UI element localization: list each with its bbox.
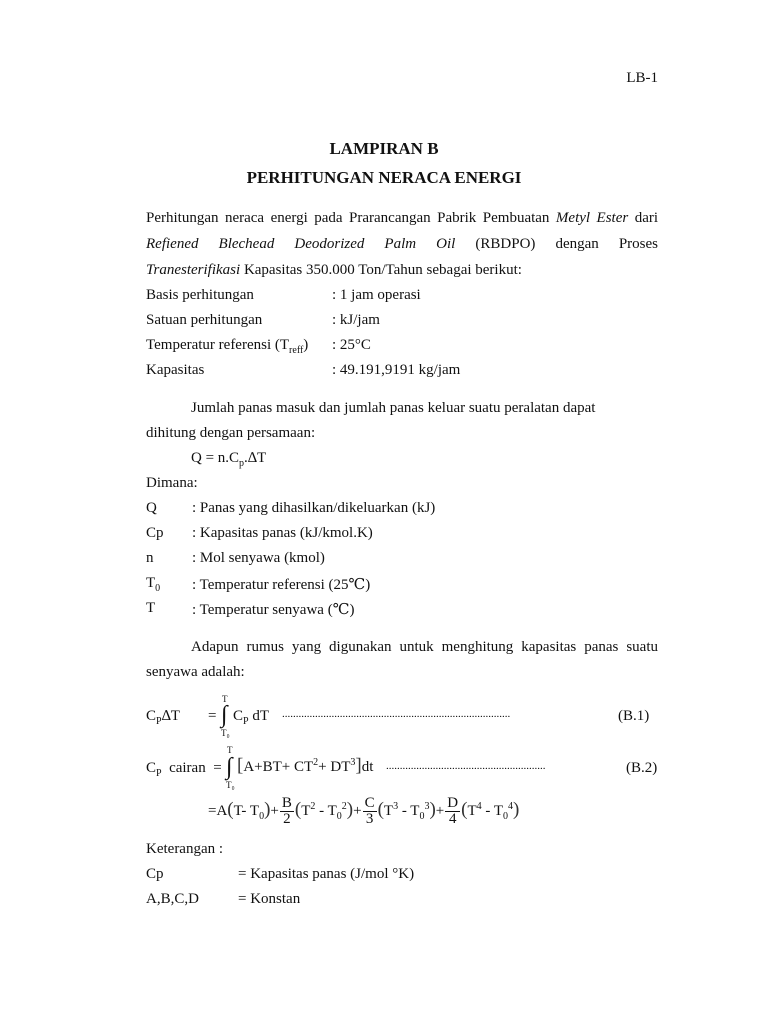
- legend-symbol: Cp: [146, 866, 164, 882]
- paragraph-line: dihitung dengan persamaan:: [146, 425, 316, 441]
- basis-value: : kJ/jam: [332, 312, 380, 328]
- equation-body: $C_P$ dT: [233, 708, 269, 727]
- paragraph-line: Jumlah panas masuk dan jumlah panas keluar suatu peralatan dapat: [191, 400, 596, 416]
- paragraph-line: Adapun rumus yang digunakan untuk menghitung kapasitas panas suatu: [191, 639, 658, 655]
- keterangan-label: Keterangan :: [146, 841, 224, 857]
- integral-lower-limit: T₀: [226, 780, 235, 790]
- integral-upper-limit: T: [222, 694, 228, 704]
- equation-tag: (B.1): [618, 708, 650, 724]
- paragraph-line: senyawa adalah:: [146, 664, 245, 680]
- definition-symbol: T: [146, 600, 156, 616]
- integral-sign: ∫: [226, 754, 233, 780]
- basis-value: : 49.191,9191 kg/jam: [332, 362, 461, 378]
- definition-text: : Temperatur referensi (25℃): [192, 577, 371, 593]
- legend-text: = Konstan: [238, 891, 301, 907]
- equation-tag: (B.2): [626, 760, 658, 776]
- basis-label: Temperatur referensi $(T_{reff})$: [146, 337, 309, 356]
- definition-symbol: $T_0$: [146, 575, 161, 594]
- integral-lower-limit: T₀: [221, 728, 230, 738]
- page-subtitle: PERHITUNGAN NERACA ENERGI: [246, 168, 522, 187]
- equation-expanded: =A(T- $T_0)+$ $\frac{B}{2}$ $(T^2 - T_0^2)+$ $\frac{C}{3}$ $(T^3 - T_0^3)+$ $\frac{D}{4}$ $(T^4 - T_0^4)$: [208, 795, 520, 827]
- intro-line-1: Perhitungan neraca energi pada Prarancangan Pabrik Pembuatan Metyl Ester dari: [146, 210, 659, 226]
- basis-label: Basis perhitungan: [146, 287, 254, 303]
- definition-text: : Kapasitas panas (kJ/kmol.K): [192, 525, 373, 541]
- leader-dots: ..........................................................: [386, 760, 546, 772]
- definition-symbol: Cp: [146, 525, 164, 541]
- equation-q: $Q = n.C_p.\Delta T$: [191, 450, 267, 469]
- legend-text: = Kapasitas panas (J/mol °K): [238, 866, 415, 882]
- definition-text: : Temperatur senyawa (℃): [192, 602, 355, 618]
- integral-sign: ∫: [221, 702, 228, 728]
- equation-body: $[A+BT+ CT^2+ DT^3]dt$: [237, 755, 374, 776]
- definition-text: : Panas yang dihasilkan/dikeluarkan (kJ): [192, 500, 436, 516]
- leader-dots: ...................................................................................: [282, 708, 511, 720]
- definition-text: : Mol senyawa (kmol): [192, 550, 325, 566]
- dimana-label: Dimana:: [146, 475, 198, 491]
- legend-symbol: A,B,C,D: [146, 891, 199, 907]
- definition-symbol: n: [146, 550, 154, 566]
- page-title: LAMPIRAN B: [329, 139, 439, 158]
- basis-value: : 1 jam operasi: [332, 287, 421, 303]
- page-number: LB-1: [626, 70, 658, 86]
- basis-label: Kapasitas: [146, 362, 205, 378]
- intro-line-3: Tranesterifikasi Kapasitas 350.000 Ton/Tahun sebagai berikut:: [146, 262, 522, 278]
- basis-value: : 25°C: [332, 337, 371, 353]
- equation-lhs: $C_P$ cairan =: [146, 760, 222, 779]
- basis-label: Satuan perhitungan: [146, 312, 263, 328]
- equals-sign: =: [208, 708, 217, 724]
- intro-line-2: Refiened Blechead Deodorized Palm Oil (RBDPO) dengan Proses: [146, 236, 658, 252]
- definition-symbol: Q: [146, 500, 157, 516]
- integral-upper-limit: T: [227, 745, 233, 755]
- equation-lhs: $C_P\Delta T$: [146, 708, 180, 727]
